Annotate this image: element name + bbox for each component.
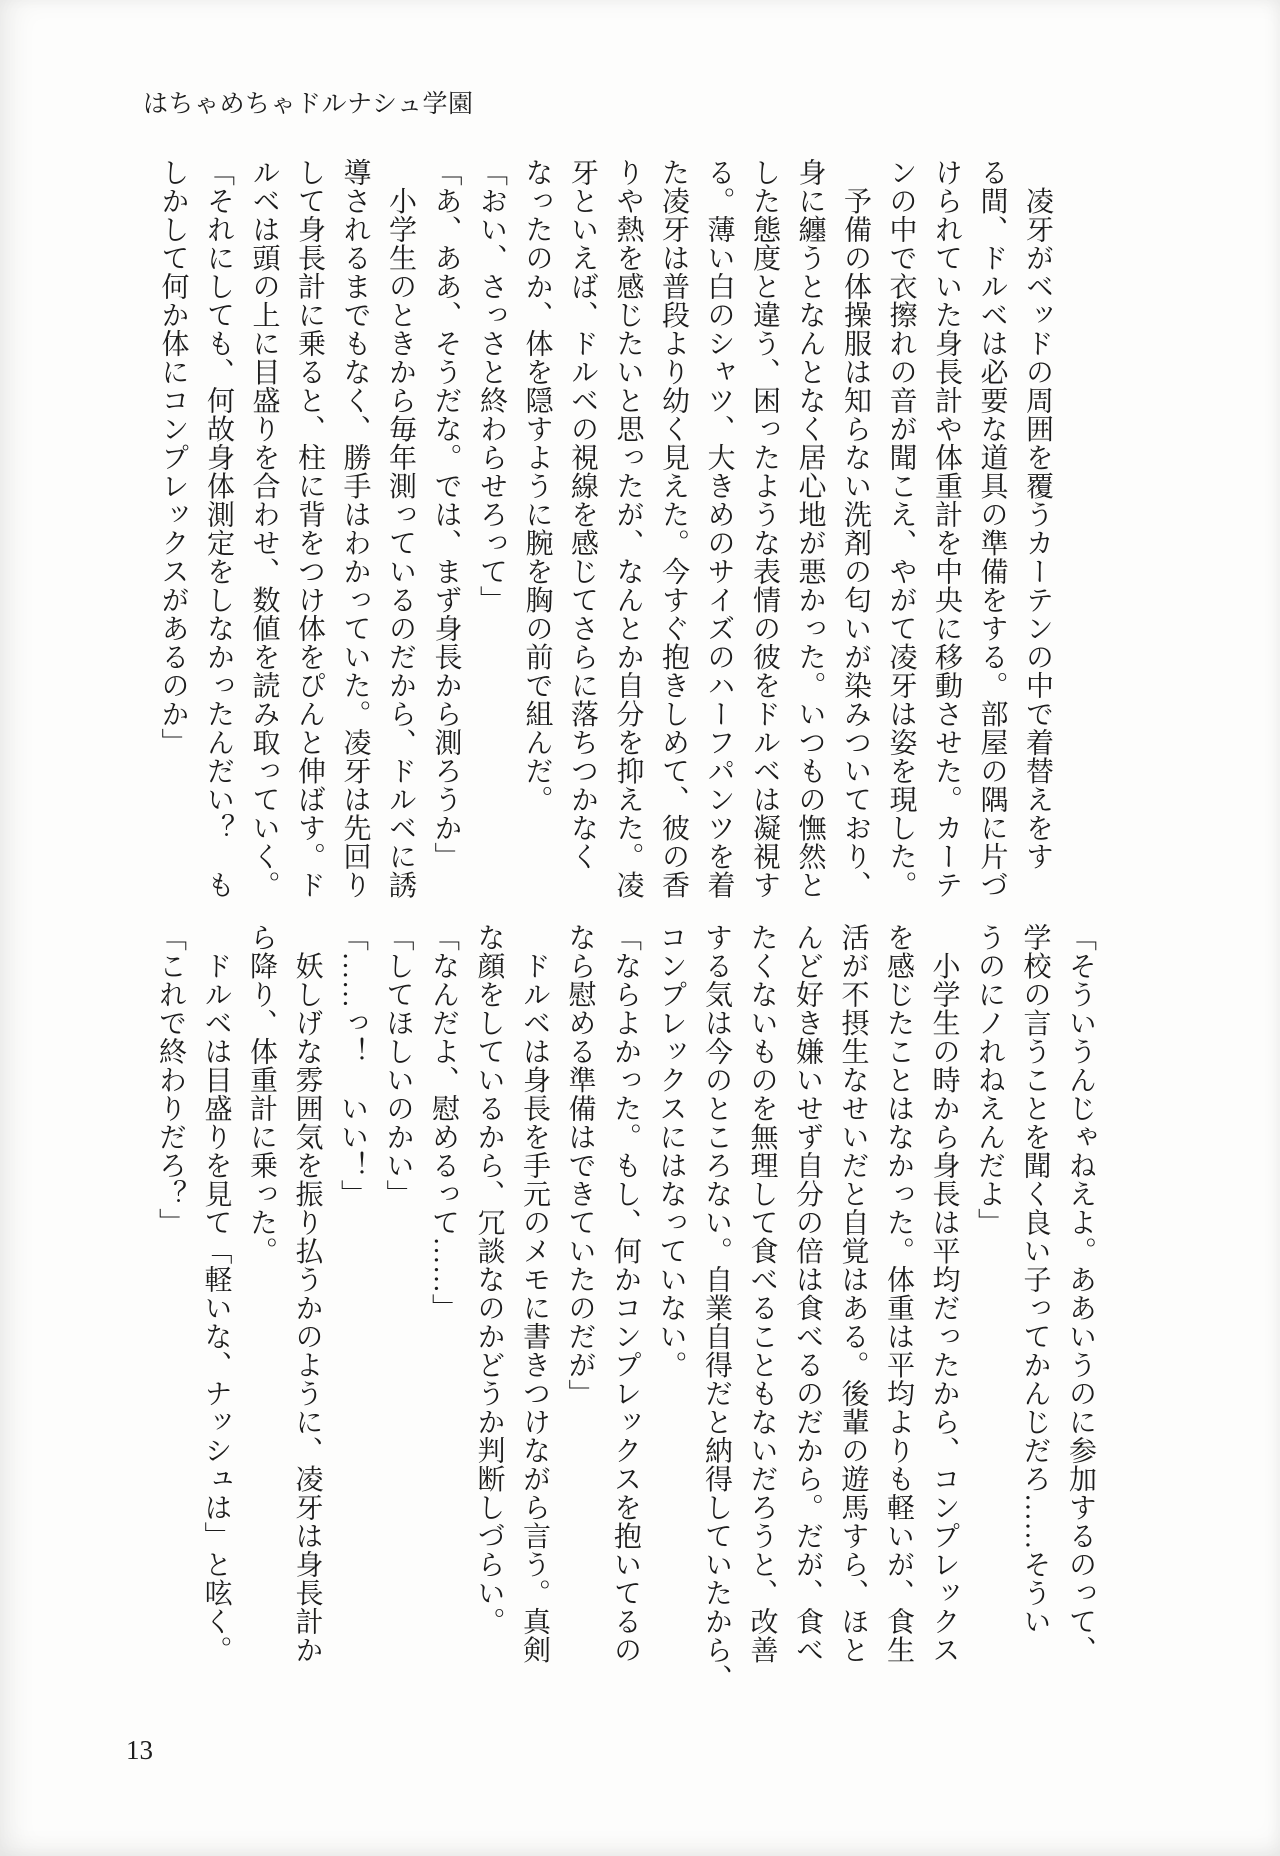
text-column: ンの中で衣擦れの音が聞こえ、やがて凌牙は姿を現した。 bbox=[885, 158, 917, 899]
text-column: 学校の言うことを聞く良い子ってかんじだろ……そうい bbox=[1019, 923, 1051, 1636]
text-column: コンプレックスにはなっていない。 bbox=[655, 923, 687, 1379]
text-column: ドルベは目盛りを見て「軽いな、ナッシュは」と呟く。 bbox=[200, 923, 232, 1664]
text-column: ら降り、体重計に乗った。 bbox=[246, 923, 277, 1265]
text-column: なったのか、体を隠すように腕を胸の前で組んだ。 bbox=[521, 158, 553, 814]
text-column: 「これで終わりだろ？」 bbox=[155, 923, 186, 1237]
text-column: たくないものを無理して食べることもないだろうと、改善 bbox=[746, 923, 778, 1664]
text-column: 「ならよかった。もし、何かコンプレックスを抱いてるの bbox=[610, 923, 641, 1664]
text-column: 活が不摂生なせいだと自覚はある。後輩の遊馬すら、ほと bbox=[837, 923, 869, 1664]
text-column: な顔をしているから、冗談なのかどうか判断しづらい。 bbox=[473, 923, 505, 1636]
text-column: 「あ、ああ、そうだな。では、まず身長から測ろうか」 bbox=[430, 158, 462, 871]
text-column: 牙といえば、ドルベの視線を感じてさらに落ちつかなく bbox=[567, 158, 598, 871]
text-column: なら慰める準備はできていたのだが」 bbox=[564, 923, 596, 1408]
text-column: ルベは頭の上に目盛りを合わせ、数値を読み取っていく。 bbox=[248, 158, 280, 899]
text-column: 「してほしいのかい」 bbox=[382, 923, 414, 1208]
text-column: た凌牙は普段より幼く見えた。今すぐ抱きしめて、彼の香 bbox=[658, 158, 689, 899]
text-column: 身に纏うとなんとなく居心地が悪かった。いつもの憮然と bbox=[794, 158, 826, 899]
text-column: 「なんだよ、慰めるって……」 bbox=[428, 923, 459, 1322]
text-column: 「そういうんじゃねえよ。ああいうのに参加するのって、 bbox=[1065, 923, 1096, 1664]
text-column: うのにノれねえんだよ」 bbox=[974, 923, 1005, 1237]
text-block-bottom bbox=[148, 923, 1104, 1725]
text-column: りや熱を感じたいと思ったが、なんとか自分を抑えた。凌 bbox=[612, 158, 644, 899]
text-column: けられていた身長計や体重計を中央に移動させた。カーテ bbox=[931, 158, 962, 899]
text-column: 「……っ！ いい！」 bbox=[337, 923, 368, 1208]
text-column: んど好き嫌いせず自分の倍は食べるのだから。だが、食べ bbox=[792, 923, 823, 1664]
text-column: 「おい、さっさと終わらせろって」 bbox=[476, 158, 507, 614]
text-column: しかして何か体にコンプレックスがあるのか」 bbox=[157, 158, 189, 757]
text-column: 小学生のときから毎年測っているのだから、ドルベに誘 bbox=[385, 158, 416, 899]
text-column: 凌牙がベッドの周囲を覆うカーテンの中で着替えをす bbox=[1022, 158, 1053, 871]
text-column: 導されるまでもなく、勝手はわかっていた。凌牙は先回り bbox=[339, 158, 371, 899]
text-column: を感じたことはなかった。体重は平均よりも軽いが、食生 bbox=[883, 923, 914, 1664]
text-column: る。薄い白のシャツ、大きめのサイズのハーフパンツを着 bbox=[703, 158, 735, 899]
page-number: 13 bbox=[126, 1735, 153, 1765]
text-column: する気は今のところない。自業自得だと納得していたから、 bbox=[701, 923, 732, 1693]
text-column: した態度と違う、困ったような表情の彼をドルベは凝視す bbox=[749, 158, 780, 899]
text-column: ドルベは身長を手元のメモに書きつけながら言う。真剣 bbox=[519, 923, 550, 1664]
text-column: 「それにしても、何故身体測定をしなかったんだい？ も bbox=[203, 158, 234, 899]
page-header-title: はちゃめちゃドルナシュ学園 bbox=[143, 91, 474, 118]
text-column: 小学生の時から身長は平均だったから、コンプレックス bbox=[928, 923, 960, 1664]
text-column: 予備の体操服は知らない洗剤の匂いが染みついており、 bbox=[840, 158, 871, 899]
text-block-top bbox=[150, 158, 1060, 906]
text-column: して身長計に乗ると、柱に背をつけ体をぴんと伸ばす。ド bbox=[294, 158, 325, 899]
text-column: 妖しげな雰囲気を振り払うかのように、凌牙は身長計か bbox=[291, 923, 323, 1664]
text-column: る間、ドルベは必要な道具の準備をする。部屋の隅に片づ bbox=[976, 158, 1008, 899]
